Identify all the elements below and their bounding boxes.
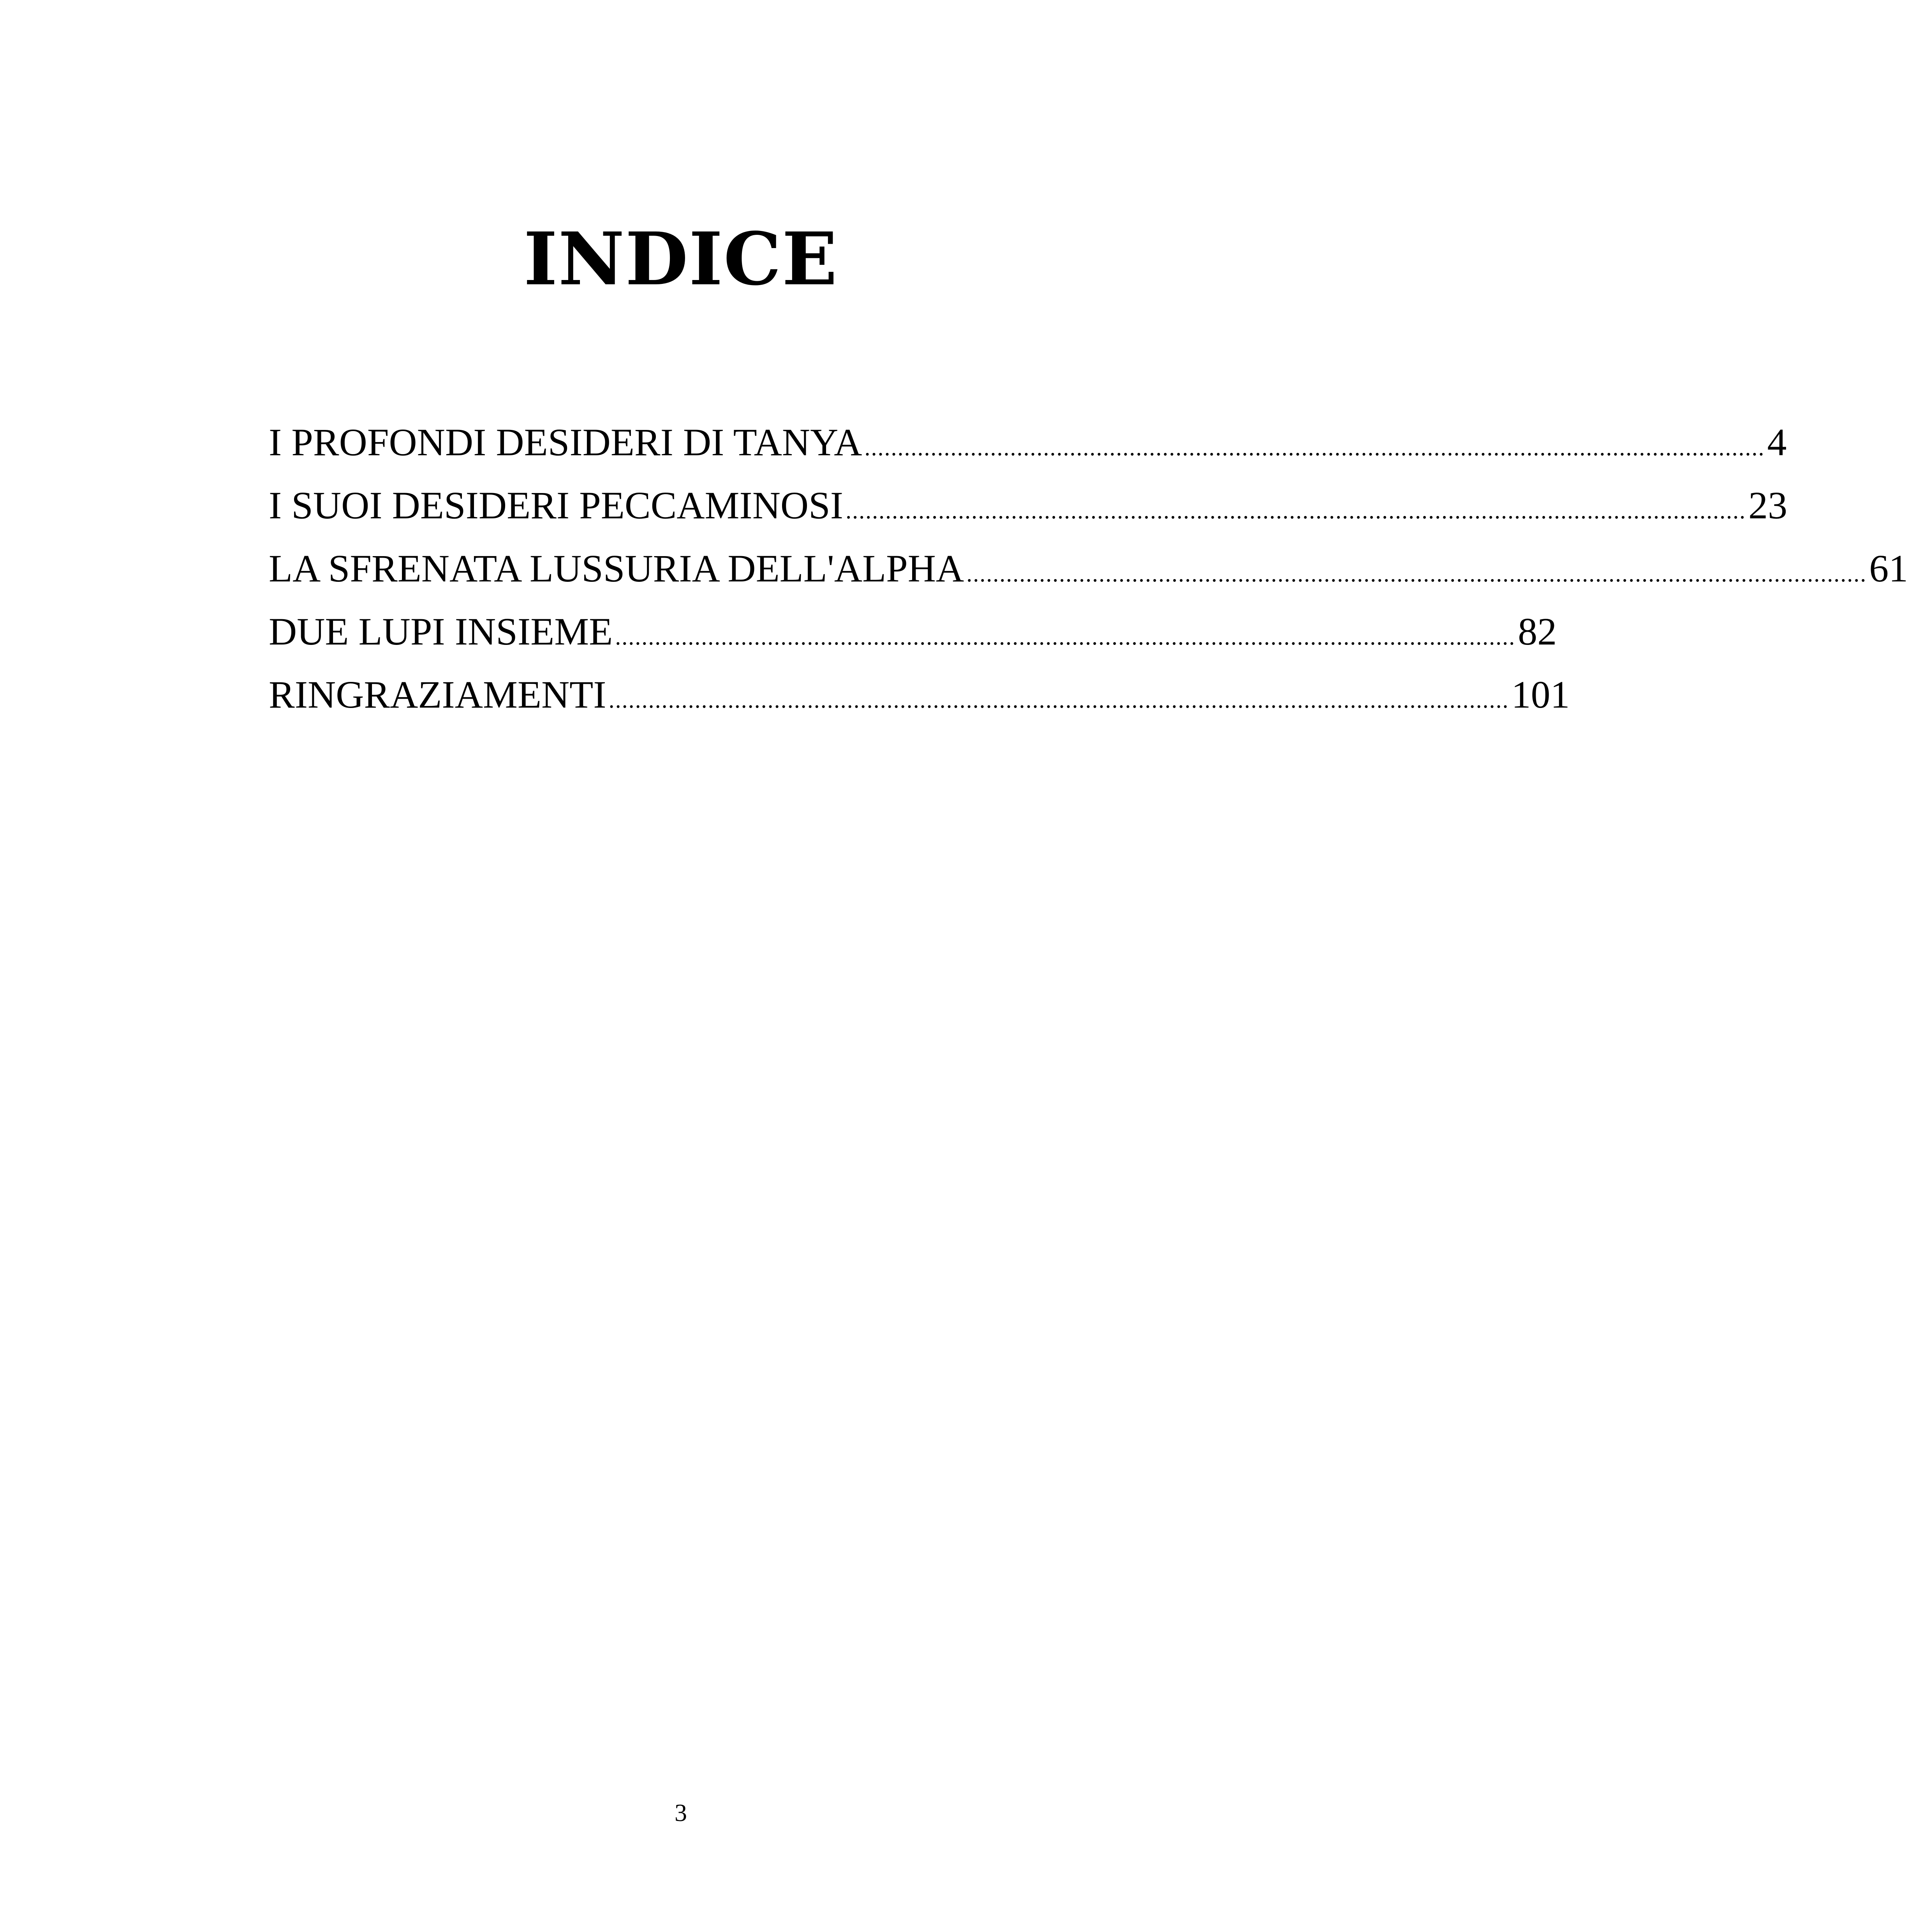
toc-entry-page: 23 (1748, 484, 1788, 527)
toc-dot-leader: ........................................................................................................................................ (615, 624, 1516, 650)
toc-dot-leader: ........................................................................................................................................ (608, 687, 1509, 713)
toc-entry[interactable] (269, 600, 1557, 663)
table-of-contents (269, 411, 1908, 726)
toc-dot-leader: ........................................................................................................................................ (846, 498, 1746, 523)
toc-entry-label: RINGRAZIAMENTI (269, 673, 606, 716)
toc-entry[interactable] (269, 474, 1788, 537)
toc-dot-leader: ........................................................................................................................................ (864, 435, 1765, 460)
toc-entry[interactable] (269, 537, 1908, 600)
toc-dot-leader: ........................................................................................................................................ (966, 561, 1867, 586)
toc-entry-label: LA SFRENATA LUSSURIA DELL'ALPHA (269, 547, 964, 590)
toc-entry-page: 4 (1767, 421, 1787, 464)
toc-entry-label: DUE LUPI INSIEME (269, 610, 613, 653)
toc-entry[interactable] (269, 411, 1787, 474)
toc-entry-label: I PROFONDI DESIDERI DI TANYA (269, 421, 862, 464)
toc-entry-label: I SUOI DESIDERI PECCAMINOSI (269, 484, 844, 527)
toc-entry-page: 61 (1869, 547, 1908, 590)
toc-entry[interactable] (269, 663, 1570, 726)
toc-entry-page: 101 (1511, 673, 1570, 716)
page-number: 3 (675, 1799, 687, 1826)
page-title: INDICE (523, 216, 838, 301)
toc-entry-page: 82 (1518, 610, 1557, 653)
